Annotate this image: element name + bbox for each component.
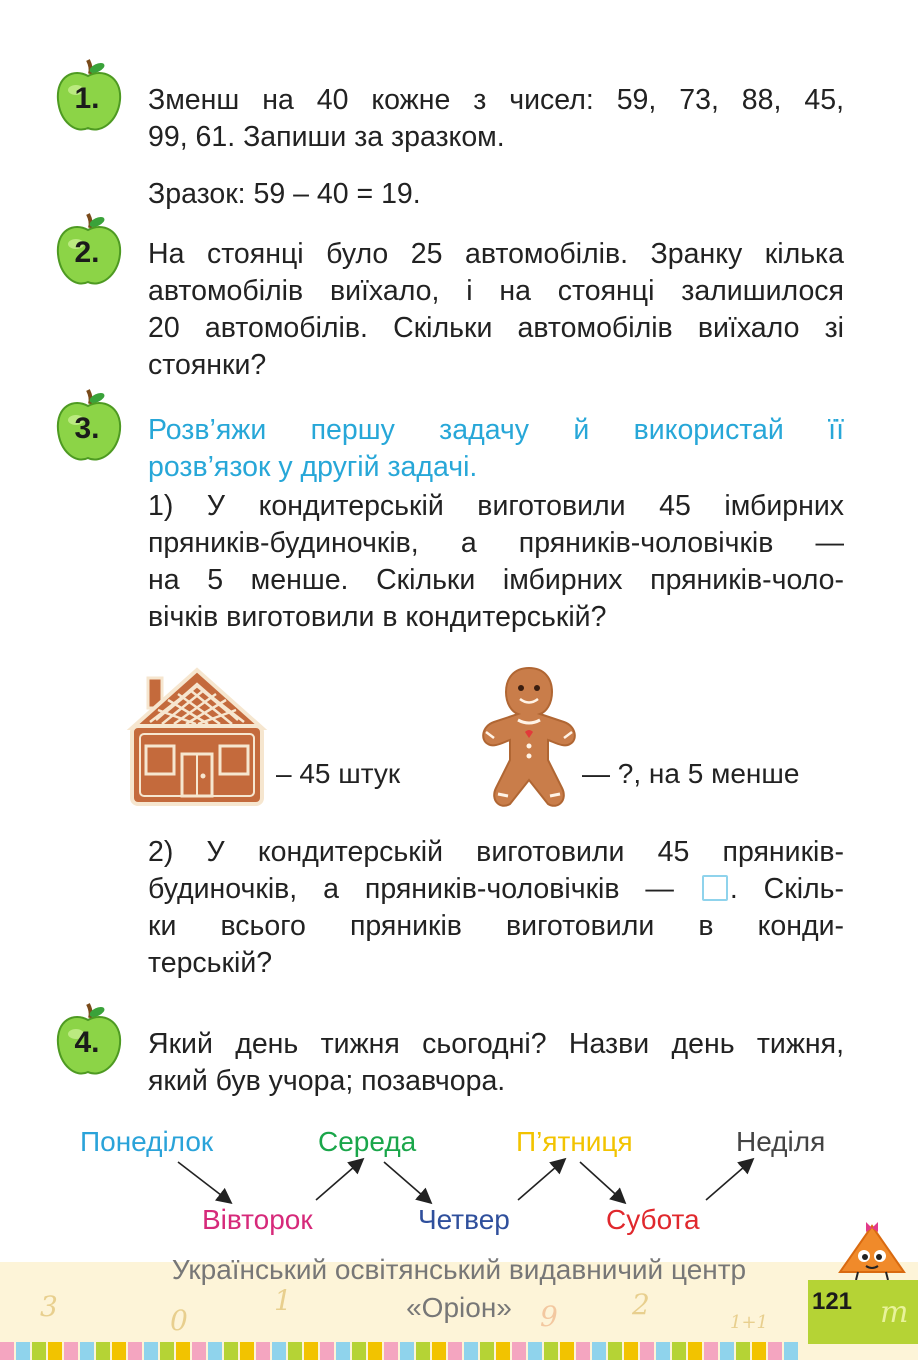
weekday-wednesday: Середа bbox=[318, 1126, 417, 1157]
weekday-friday: П’ятниця bbox=[516, 1126, 633, 1157]
task-number: 1. bbox=[74, 82, 100, 115]
weekday-saturday: Субота bbox=[606, 1204, 700, 1235]
task-4-text: Який день тижня сьогодні? Назви день тижня, який був учора; позавчора. bbox=[148, 1028, 844, 1097]
weekday-sunday: Неділя bbox=[736, 1126, 826, 1157]
task-1-sample: Зразок: 59 – 40 = 19. bbox=[148, 178, 421, 210]
weekday-monday: Понеділок bbox=[80, 1126, 214, 1157]
task-2-text: На стоянці було 25 автомобілів. Зранку кілька автомобілів виїхало, і на стоянці залишилося 20 автомобілів. Скільки автомобілів виїхало зі стоянки? bbox=[148, 238, 844, 381]
weekday-tuesday: Вівторок bbox=[202, 1204, 313, 1235]
publisher-name: Український освітянський видавничий центр bbox=[171, 1254, 747, 1285]
svg-text:9: 9 bbox=[540, 1300, 558, 1333]
task-1-text: Зменш на 40 кожне з чисел: 59, 73, 88, 45, 99, 61. Запиши за зразком. bbox=[148, 84, 844, 153]
task-3-instruction: Розв’яжи першу задачу й використай її розв’язок у другій задачі. bbox=[148, 414, 844, 483]
house-count-label: – 45 штук bbox=[276, 758, 401, 789]
man-count-label: — ?, на 5 менше bbox=[582, 758, 800, 789]
svg-text:2: 2 bbox=[632, 1288, 650, 1321]
svg-text:0: 0 bbox=[170, 1304, 188, 1337]
task-3-problem-1: 1) У кондитерській виготовили 45 імбирних пряників-будиночків, а пряників-чоловічків — на 5 менше. Скільки імбирних пряників-чоло- вічків виготовили в кондитерській? bbox=[148, 490, 844, 633]
svg-text:1: 1 bbox=[274, 1284, 292, 1317]
task-number: 3. bbox=[74, 412, 100, 445]
svg-text:1+1: 1+1 bbox=[730, 1312, 768, 1333]
publisher-brand: «Оріон» bbox=[406, 1292, 512, 1323]
task-number: 2. bbox=[74, 236, 100, 269]
page-number: 121 bbox=[811, 1288, 853, 1315]
svg-text:3: 3 bbox=[40, 1290, 58, 1323]
task-3-problem-2: 2) У кондитерській виготовили 45 пряників- будиночків, а пряників-чоловічків — . Скіль- ки всього пряників виготовили в конди- терській? bbox=[148, 836, 845, 979]
svg-text:m: m bbox=[880, 1295, 909, 1330]
weekday-thursday: Четвер bbox=[418, 1204, 510, 1235]
task-number: 4. bbox=[74, 1026, 100, 1059]
